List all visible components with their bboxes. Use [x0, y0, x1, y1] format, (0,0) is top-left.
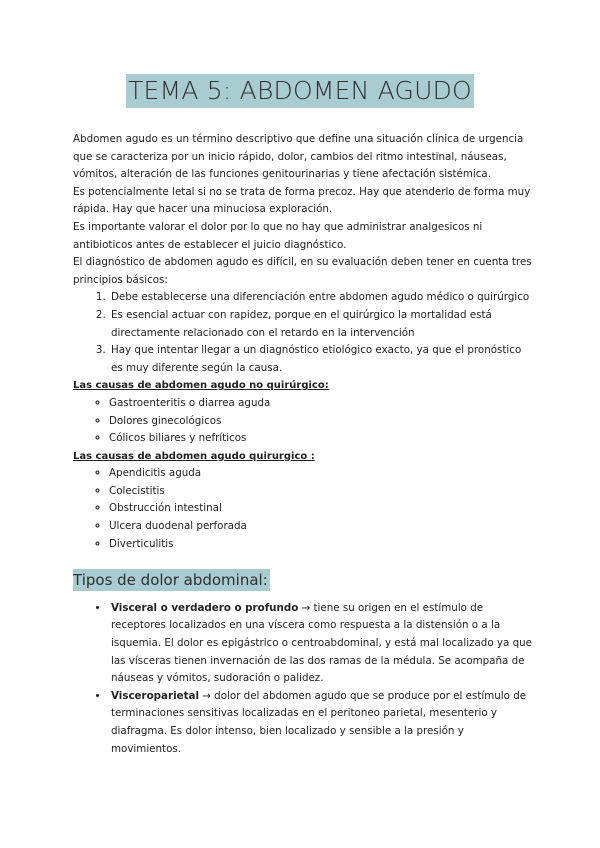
intro-paragraph: El diagnóstico de abdomen agudo es difícil, en su evaluación deben tener en cuenta tres principios básicos: — [73, 256, 532, 286]
pain-type-item — [109, 600, 533, 688]
pain-types-list — [73, 600, 533, 758]
intro-paragraph: Es potencialmente letal si no se trata de forma precoz. Hay que atenderlo de forma muy rápida. Hay que hacer una minuciosa exploración. — [73, 185, 531, 216]
surgical-causes-list — [73, 465, 533, 553]
principle-item: 2. Es esencial actuar con rapidez, porque en el quirúrgico la mortalidad está directamente relacionado con el retardo en la intervención — [109, 307, 533, 342]
title-wrapper — [0, 74, 600, 108]
non-surgical-causes-list — [73, 395, 533, 448]
list-item: ◦ Ulcera duodenal perforada — [109, 518, 533, 536]
page-title: TEMA 5: ABDOMEN AGUDO — [126, 74, 474, 108]
surgical-causes-heading: Las causas de abdomen agudo quirurgico : — [73, 450, 315, 462]
list-item: ◦ Apendicitis aguda — [109, 465, 533, 483]
list-item: ◦ Dolores ginecológicos — [109, 413, 533, 431]
principles-list — [73, 289, 533, 377]
pain-type-item — [109, 688, 533, 758]
list-item: ◦ Obstrucción intestinal — [109, 500, 533, 518]
pain-type-description: → dolor del abdomen agudo que se produce por el estímulo de terminaciones sensitivas localizadas en el peritoneo parietal, mesenterio y diafragma. Es dolor intenso, bien localizado y sensible a la presión y movimientos. — [111, 689, 527, 755]
pain-type-description: → tiene su origen en el estímulo de receptores localizados en una víscera como respuesta a la distensión o a la isquemia. El dolor es epigástrico o centroabdominal, y está mal localizado ya que las vísceras tienen invernación de las dos ramas de la médula. Se acompaña de náuseas y vómitos, sudoración o palidez. — [111, 601, 532, 685]
section-head-wrapper — [73, 553, 533, 592]
pain-type-term: Visceroparietal — [111, 689, 199, 702]
list-item: ◦ Diverticulitis — [109, 536, 533, 554]
intro-paragraph: Es importante valorar el dolor por lo que no hay que administrar analgesicos ni antibioticos antes de establecer el juicio diagnóstico. — [73, 220, 483, 251]
pain-type-term: Visceral o verdadero o profundo — [111, 601, 299, 614]
list-item: ◦ Colecistitis — [109, 483, 533, 501]
pain-types-heading: Tipos de dolor abdominal: — [73, 571, 268, 590]
non-surgical-causes-heading: Las causas de abdomen agudo no quirúrgico: — [73, 380, 329, 392]
list-item: ◦ Cólicos biliares y nefríticos — [109, 430, 533, 448]
principle-item: 1. Debe establecerse una diferenciación entre abdomen agudo médico o quirúrgico — [109, 289, 533, 307]
intro-paragraph: Abdomen agudo es un término descriptivo que define una situación clínica de urgencia que se caracteriza por un inicio rápido, dolor, cambios del ritmo intestinal, náuseas, vómitos, alteración de las funciones genitourinarias y tiene afectación sistémica. — [73, 133, 524, 181]
principle-item: 3. Hay que intentar llegar a un diagnóstico etiológico exacto, ya que el pronóstico es muy diferente según la causa. — [109, 342, 533, 377]
document-body — [73, 131, 533, 758]
list-item: ◦ Gastroenteritis o diarrea aguda — [109, 395, 533, 413]
